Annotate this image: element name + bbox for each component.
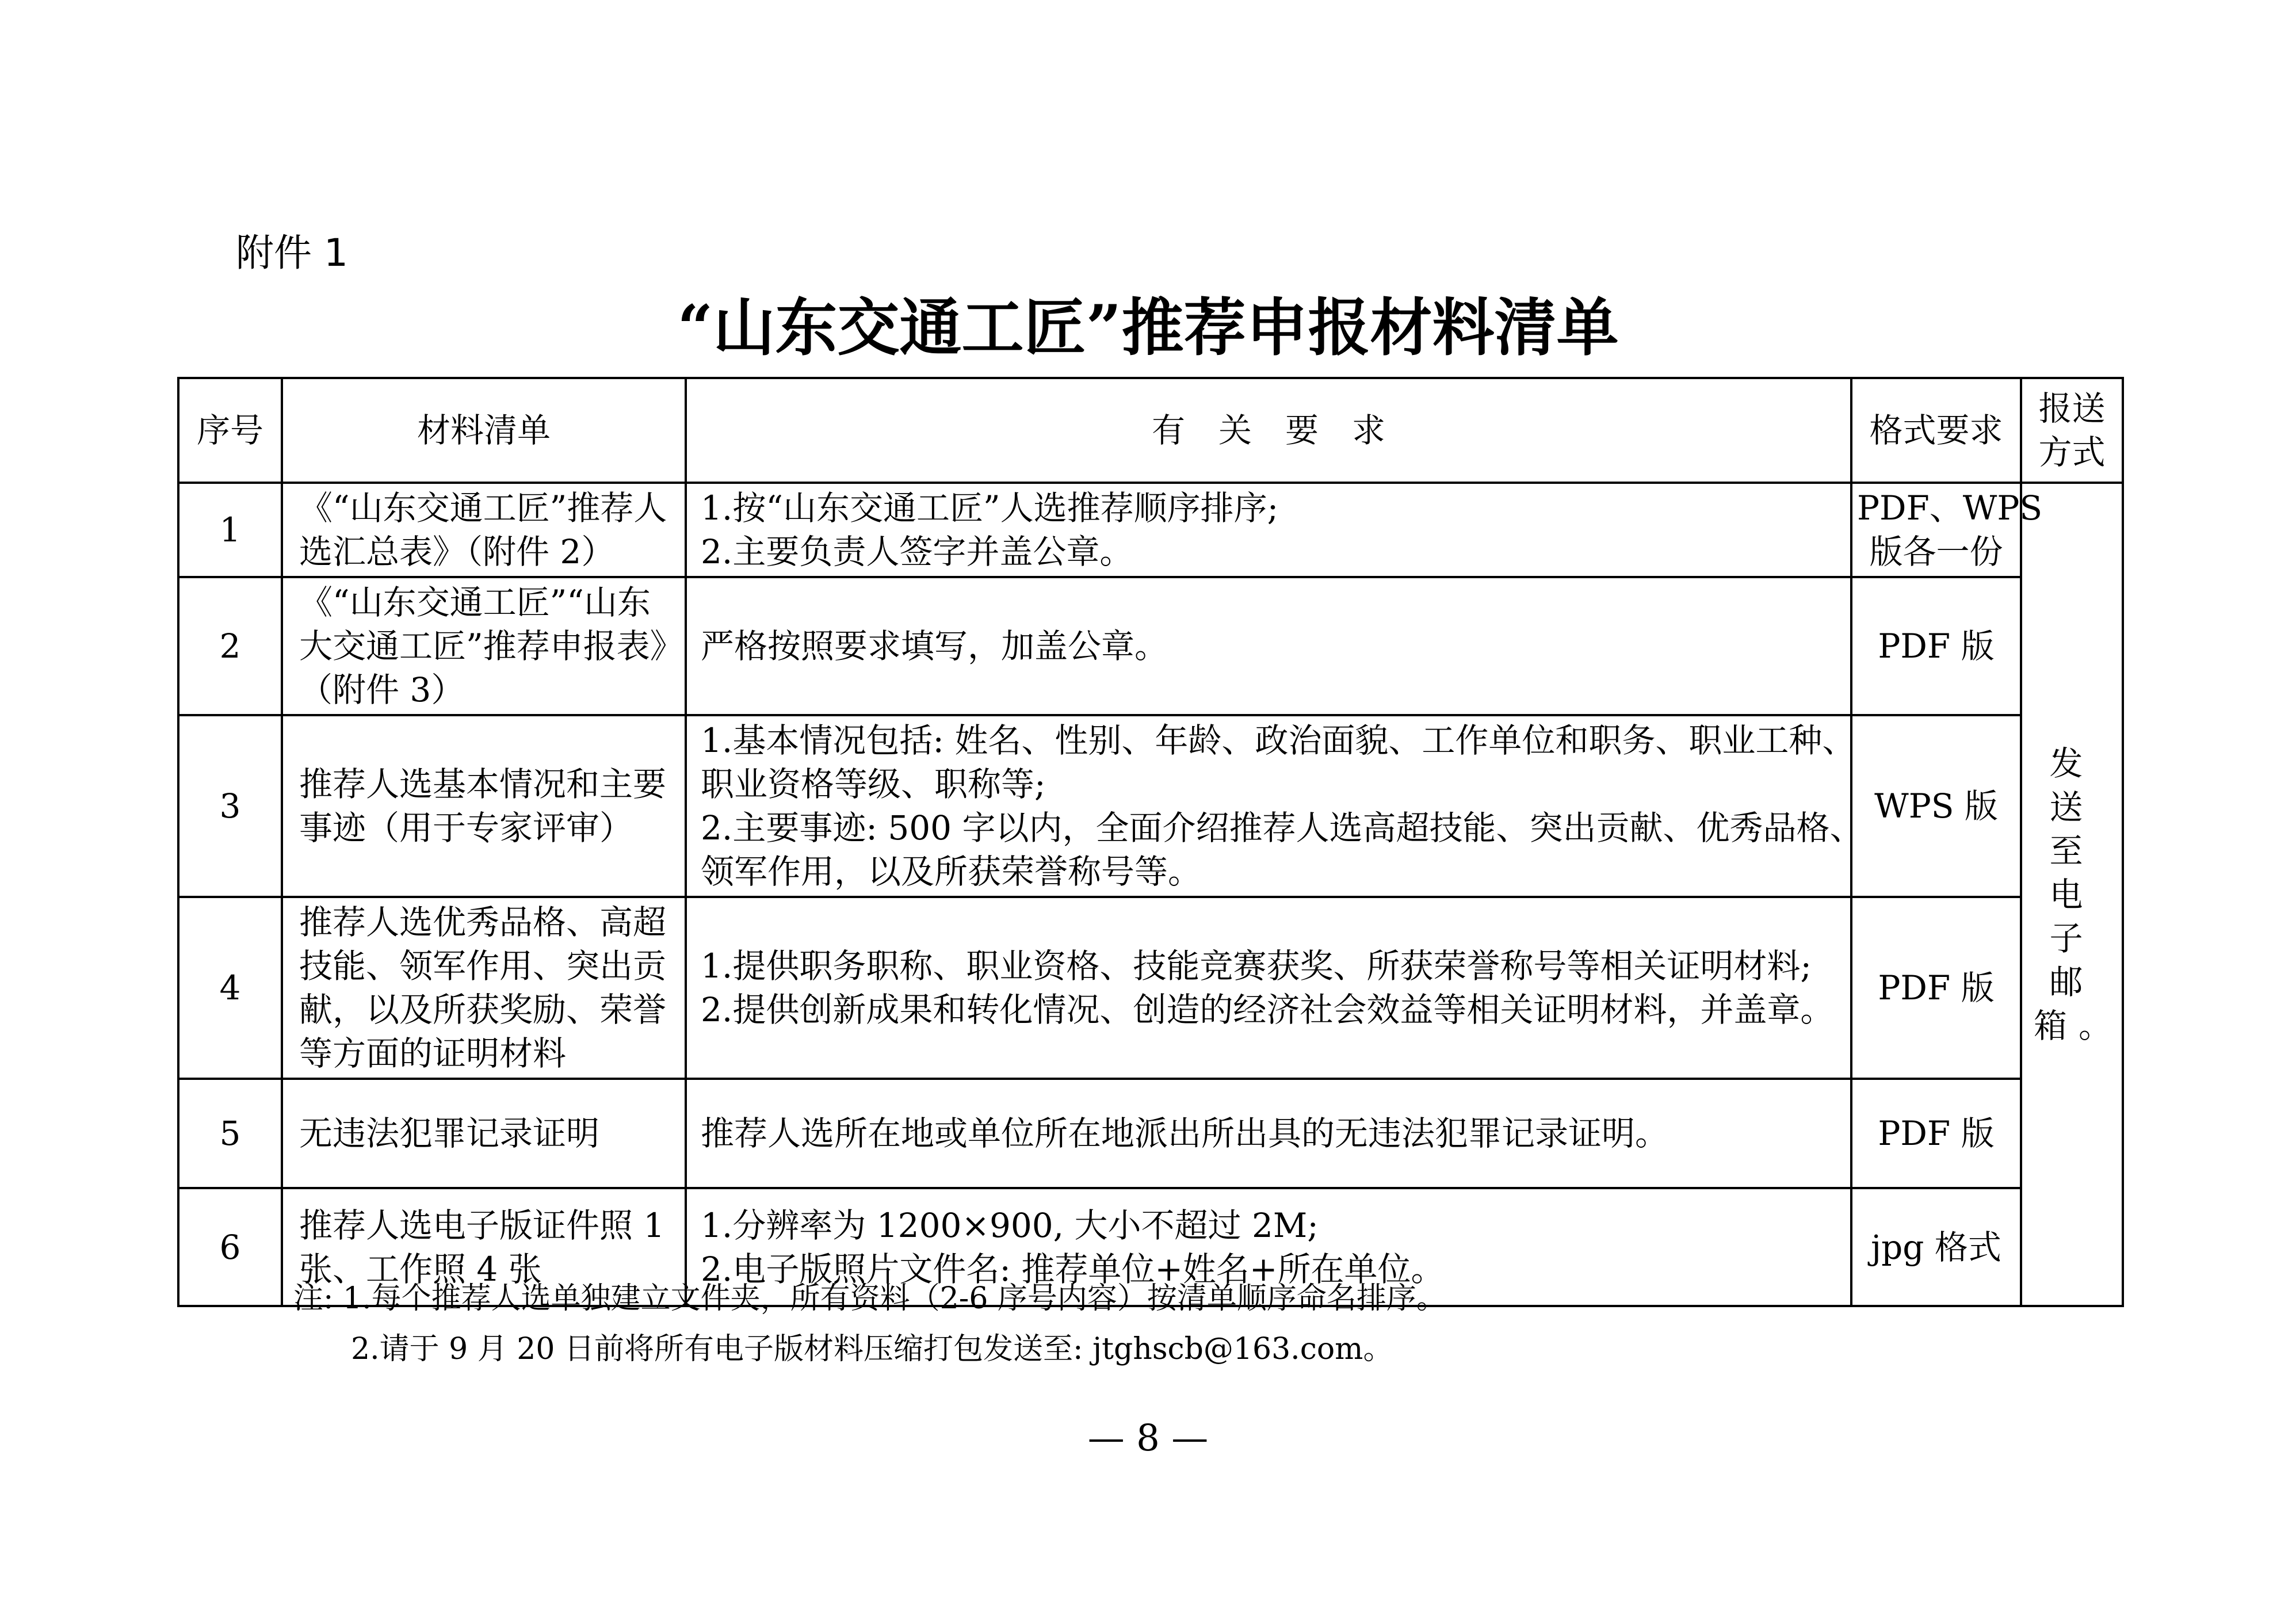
text-line: 推荐人选电子版证件照 1 [299, 1205, 665, 1245]
page-number: — 8 — [1087, 1417, 1209, 1460]
text-line: 《“山东交通工匠”“山东 [299, 583, 651, 622]
text-line: 严格按照要求填写，加盖公章。 [701, 627, 1168, 666]
text-line: PDF、WPS [1857, 488, 2043, 528]
text-line: 2.电子版照片文件名: 推荐单位+姓名+所在单位。 [701, 1249, 1445, 1289]
send-method-text: 发送至电子邮箱。 [2034, 743, 2124, 1045]
text-line: 事迹（用于专家评审） [299, 808, 633, 847]
text-line: 2.主要负责人签字并盖公章。 [701, 532, 1133, 571]
document-title: “山东交通工匠”推荐申报材料清单 [677, 292, 1619, 364]
attachment-label: 附件 1 [236, 231, 348, 275]
row-number: 6 [178, 1188, 282, 1306]
row-format [1851, 577, 2021, 715]
header-materials: 材料清单 [282, 378, 686, 483]
text-line: 等方面的证明材料 [299, 1034, 567, 1073]
text-line: 《“山东交通工匠”推荐人 [299, 488, 667, 528]
table-row [178, 483, 2123, 577]
row-requirement [686, 897, 1851, 1079]
table-row [178, 577, 2123, 715]
row-material [282, 577, 686, 715]
row-format [1851, 897, 2021, 1079]
send-method-cell [2021, 483, 2123, 1306]
header-send-method-line: 方式 [2038, 433, 2106, 472]
row-format [1851, 1079, 2021, 1188]
text-line: 推荐人选所在地或单位所在地派出所出具的无违法犯罪记录证明。 [701, 1114, 1669, 1153]
text-line: 职业资格等级、职称等; [701, 765, 1046, 804]
text-line: 版各一份 [1869, 532, 2003, 571]
note-line-2: 2.请于 9 月 20 日前将所有电子版材料压缩打包发送至: jtghscb@163.com。 [351, 1332, 1393, 1366]
row-number: 1 [178, 483, 282, 577]
table-row [178, 1079, 2123, 1188]
row-format [1851, 715, 2021, 897]
text-line: 2.提供创新成果和转化情况、创造的经济社会效益等相关证明材料，并盖章。 [701, 990, 1834, 1029]
text-line: 无违法犯罪记录证明 [299, 1114, 600, 1153]
text-line: 1.基本情况包括: 姓名、性别、年龄、政治面貌、工作单位和职务、职业工种、 [701, 721, 1856, 760]
row-number: 2 [178, 577, 282, 715]
row-requirement [686, 715, 1863, 897]
header-format: 格式要求 [1851, 378, 2021, 483]
text-line: jpg 格式 [1871, 1227, 2001, 1267]
text-line: 推荐人选基本情况和主要 [299, 765, 667, 804]
header-send-method [2021, 378, 2123, 483]
text-line: PDF 版 [1878, 627, 1995, 666]
text-line: 1.提供职务职称、职业资格、技能竞赛获奖、所获荣誉称号等相关证明材料; [701, 946, 1812, 986]
row-number: 4 [178, 897, 282, 1079]
row-requirement [686, 1079, 1851, 1188]
row-format [1851, 1188, 2021, 1306]
text-line: 领军作用，以及所获荣誉称号等。 [701, 852, 1202, 891]
text-line: 推荐人选优秀品格、高超 [299, 903, 667, 942]
row-material [282, 897, 686, 1079]
materials-table [177, 377, 2124, 1307]
row-number: 3 [178, 715, 282, 897]
text-line: 张、工作照 4 张 [299, 1249, 542, 1289]
header-no: 序号 [178, 378, 282, 483]
table-row [178, 715, 2123, 897]
text-line: 选汇总表》（附件 2） [299, 532, 615, 571]
text-line: 献，以及所获奖励、荣誉 [299, 990, 667, 1029]
text-line: 1.分辨率为 1200×900, 大小不超过 2M; [701, 1205, 1319, 1245]
row-material [282, 483, 686, 577]
text-line: 2.主要事迹: 500 字以内，全面介绍推荐人选高超技能、突出贡献、优秀品格、 [701, 808, 1863, 847]
row-requirement [686, 577, 1851, 715]
row-requirement [686, 483, 1851, 577]
header-send-method-line: 报送 [2038, 389, 2106, 428]
header-requirements: 有 关 要 求 [686, 378, 1851, 483]
text-line: 大交通工匠”推荐申报表》 [299, 627, 683, 666]
text-line: 技能、领军作用、突出贡 [299, 946, 667, 986]
row-format [1851, 483, 2043, 577]
row-material [282, 715, 686, 897]
row-number: 5 [178, 1079, 282, 1188]
text-line: PDF 版 [1878, 968, 1995, 1007]
text-line: WPS 版 [1874, 786, 1998, 826]
table-row [178, 897, 2123, 1079]
row-material [282, 1079, 686, 1188]
note-line-1: 注: 1.每个推荐人选单独建立文件夹，所有资料（2-6 序号内容）按清单顺序命名排序。 [293, 1281, 1446, 1316]
table-header-row [178, 378, 2123, 483]
text-line: PDF 版 [1878, 1114, 1995, 1153]
text-line: （附件 3） [299, 670, 465, 709]
text-line: 1.按“山东交通工匠”人选推荐顺序排序; [701, 488, 1279, 528]
